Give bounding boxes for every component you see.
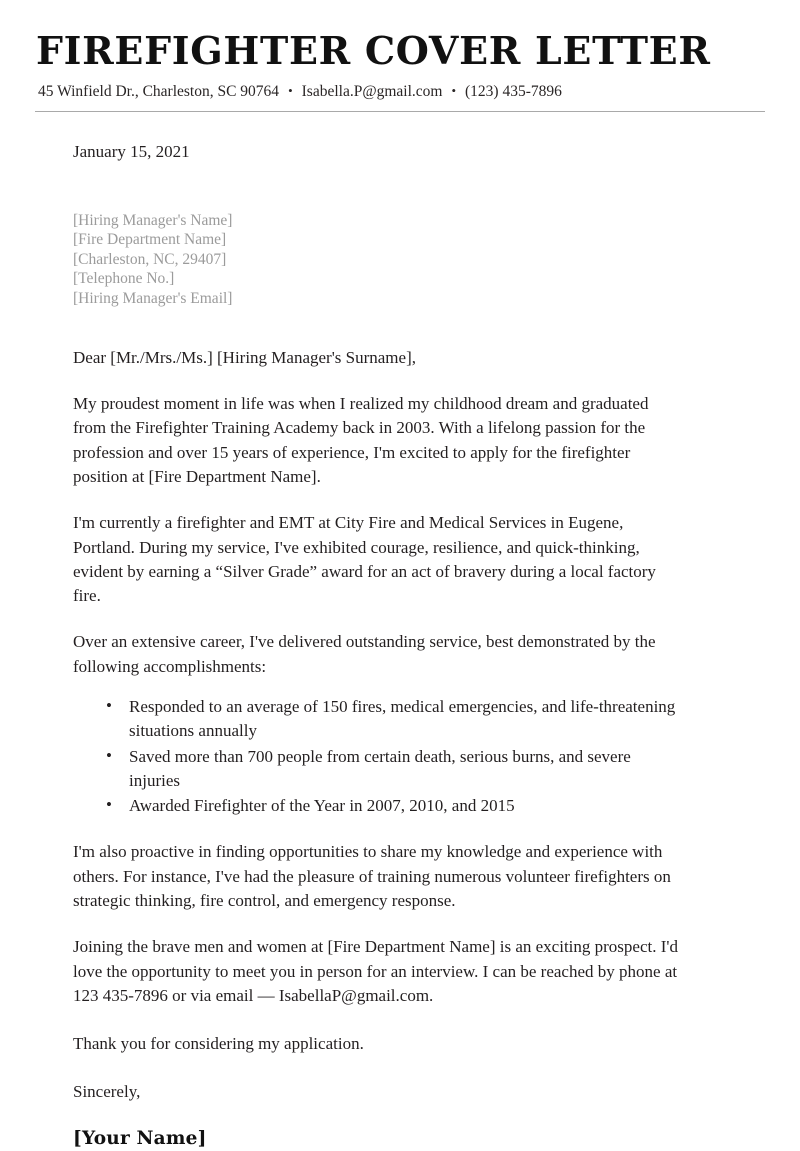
contact-phone: (123) 435-7896 (465, 83, 562, 100)
sign-off-line: Sincerely, (73, 1081, 141, 1101)
list-item: • Responded to an average of 150 fires, medical emergencies, and life-threatening situations annually (73, 695, 683, 744)
list-item: • Awarded Firefighter of the Year in 2007, 2010, and 2015 (73, 794, 683, 818)
header-divider (35, 111, 765, 112)
recipient-line: [Hiring Manager's Name] (73, 212, 233, 229)
accomplishments-list (73, 695, 683, 818)
recipient-address-block (73, 211, 683, 308)
contact-email: Isabella.P@gmail.com (301, 83, 443, 100)
recipient-line: [Fire Department Name] (73, 231, 227, 249)
list-item: • Saved more than 700 people from certain death, serious burns, and severe injuries (73, 745, 683, 794)
page-title: FIREFIGHTER COVER LETTER (36, 28, 711, 73)
contact-separator-2: • (451, 83, 457, 98)
letter-date: January 15, 2021 (73, 142, 190, 161)
body-paragraph: I'm currently a firefighter and EMT at City Fire and Medical Services in Eugene, Portland. During my service, I've exhibited courage, resilience, and quick-thinking, evident by earning a “Silver Grade” award for an act of bravery during a local factory fire. (73, 513, 656, 606)
contact-separator-1: • (288, 83, 293, 98)
thank-you-line: Thank you for considering my application. (73, 1034, 364, 1054)
body-paragraph: My proudest moment in life was when I realized my childhood dream and graduated from the Firefighter Training Academy back in 2003. With a lifelong passion for the profession and over 15 years of experience, I'm excited to apply for the firefighter position at [Fire Department Name]. (73, 394, 649, 486)
recipient-line: [Telephone No.] (73, 270, 175, 288)
recipient-line: [Charleston, NC, 29407] (73, 250, 227, 268)
contact-address: 45 Winfield Dr., Charleston, SC 90764 (38, 83, 280, 100)
signature-name: [Your Name] (73, 1127, 207, 1149)
body-paragraph: Joining the brave men and women at [Fire Department Name] is an exciting prospect. I'd love the opportunity to meet you in person for an interview. I can be reached by phone at 123 435-7896 or via email — IsabellaP@gmail.com. (73, 937, 678, 1005)
salutation: Dear [Mr./Mrs./Ms.] [Hiring Manager's Surname], (73, 348, 416, 368)
letter-body (73, 140, 683, 1151)
body-paragraph: Over an extensive career, I've delivered outstanding service, best demonstrated by the following accomplishments: (73, 632, 656, 676)
contact-info-line (38, 80, 562, 103)
recipient-line: [Hiring Manager's Email] (73, 289, 233, 307)
body-paragraph: I'm also proactive in finding opportunities to share my knowledge and experience with others. For instance, I've had the pleasure of training numerous volunteer firefighters on strategic thinking, fire control, and emergency response. (73, 842, 671, 911)
